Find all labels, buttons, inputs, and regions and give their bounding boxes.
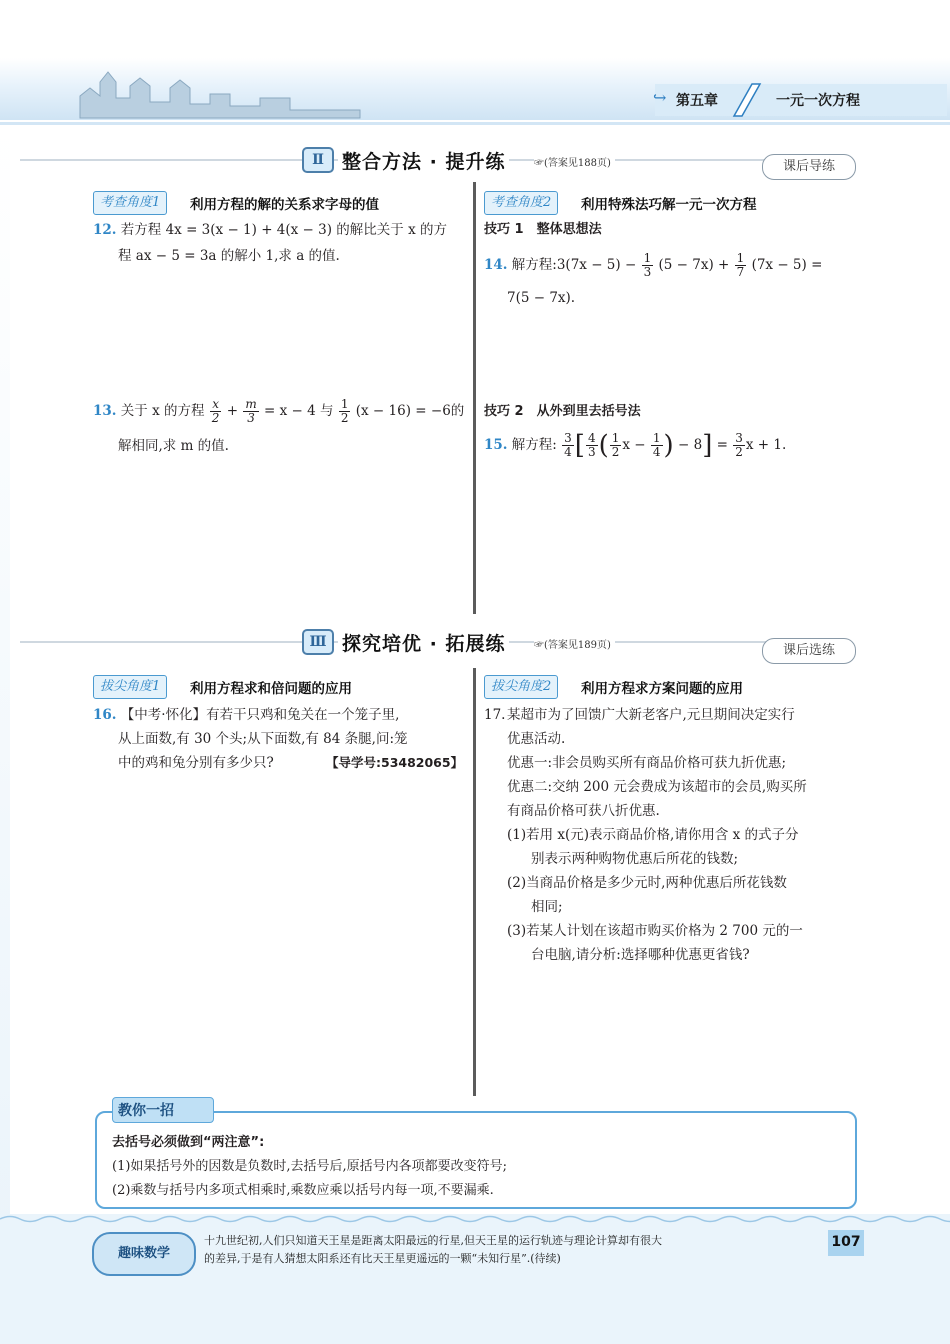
slash-divider-icon — [726, 82, 766, 118]
section-2-badge: 课后导练 — [762, 154, 856, 180]
tip-line: (1)如果括号外的因数是负数时,去括号后,原括号内各项都要改变符号; — [112, 1159, 508, 1174]
fraction: $\frac{1}{4}$ — [652, 431, 661, 459]
chapter-number: 第五章 — [676, 93, 718, 109]
question-text: 关于 x 的方程 — [120, 403, 205, 419]
question-12-line2: 程 ax − 5 = 3a 的解小 1,求 a 的值. — [118, 248, 340, 264]
tip-title: 教你一招 — [118, 1103, 174, 1119]
topic-tag: 拔尖角度1 — [93, 675, 167, 699]
question-text: 别表示两种购物优惠后所花的钱数; — [531, 851, 739, 867]
fraction: $\frac{3}{4}$ — [564, 431, 572, 459]
topic-tag: 考查角度1 — [93, 191, 167, 215]
section-3-banner — [0, 628, 950, 656]
question-text: 优惠活动. — [507, 731, 566, 747]
fraction: $\frac{4}{3}$ — [587, 431, 596, 459]
fraction: $\frac{1}{3}$ — [643, 251, 652, 279]
tip-line: (2)乘数与括号内多项式相乘时,乘数应乘以括号内每一项,不要漏乘. — [112, 1183, 494, 1198]
column-divider — [473, 668, 476, 1096]
page-number: 107 — [831, 1234, 861, 1250]
question-number: 16. — [93, 707, 117, 723]
section-3-answer-ref: ☞(答案见189页) — [534, 636, 615, 651]
skill-1-heading: 技巧 1 整体思想法 — [484, 222, 602, 237]
topic-heading: 利用方程求和倍问题的应用 — [190, 681, 352, 697]
question-text: 相同; — [531, 899, 563, 915]
header-rule — [0, 122, 950, 125]
question-text: (1)若用 x(元)表示商品价格,请你用含 x 的式子分 — [507, 827, 799, 843]
section-2-banner — [0, 146, 950, 174]
question-13-line2: 解相同,求 m 的值. — [118, 438, 229, 454]
topic-heading: 利用方程求方案问题的应用 — [581, 681, 743, 697]
question-number: 12. — [93, 222, 117, 238]
question-17 — [507, 703, 857, 967]
section-3-badge: 课后选练 — [762, 638, 856, 664]
castle-illustration — [60, 58, 400, 120]
topic-tag: 考查角度2 — [484, 191, 558, 215]
question-text: 若方程 4x = 3(x − 1) + 4(x − 3) 的解比关于 x 的方 — [120, 222, 448, 238]
section-2-title: 整合方法 · 提升练 — [338, 147, 509, 174]
question-text: (3)若某人计划在该超市购买价格为 2 700 元的一 — [507, 923, 803, 939]
fraction: $\frac{m}{3}$ — [245, 397, 257, 425]
fraction: $\frac{1}{2}$ — [611, 431, 620, 459]
question-14: 14. 解方程:3(7x − 5) − $\frac{1}{3}$ (5 − 7x) + $\frac{1}{7}$ (7x − 5) = — [484, 251, 823, 279]
skill-2-heading: 技巧 2 从外到里去括号法 — [484, 404, 641, 419]
fraction: $\frac{1}{2}$ — [340, 397, 349, 425]
column-divider — [473, 182, 476, 614]
chapter-title: 一元一次方程 — [776, 93, 860, 109]
topic-heading: 利用特殊法巧解一元一次方程 — [581, 197, 757, 213]
question-14-line2: 7(5 − 7x). — [507, 290, 576, 306]
section-3-title: 探究培优 · 拓展练 — [338, 629, 509, 656]
question-15: 15. 解方程: $\frac{3}{4}$ [ $\frac{4}{3}$ ( $\frac{1}{2}$ x − $\frac{1}{4}$ ) − 8] = $\frac{3}{2}$ x + 1. — [484, 430, 787, 461]
question-text: 有商品价格可获八折优惠. — [507, 803, 660, 819]
question-number: 17. — [484, 707, 506, 723]
question-text: 优惠一:非会员购买所有商品价格可获九折优惠; — [507, 755, 787, 771]
fraction: $\frac{1}{7}$ — [736, 251, 745, 279]
section-2-number: Ⅱ — [302, 147, 334, 173]
tip-line: 去括号必须做到“两注意”: — [112, 1135, 265, 1150]
wave-border-icon — [0, 1214, 950, 1224]
topic-tag: 拔尖角度2 — [484, 675, 558, 699]
question-text: 某超市为了回馈广大新老客户,元旦期间决定实行 — [507, 707, 795, 723]
question-16: 16. 【中考·怀化】有若干只鸡和兔关在一个笼子里, — [93, 707, 400, 723]
topic-heading: 利用方程的解的关系求字母的值 — [190, 197, 379, 213]
question-text: 优惠二:交纳 200 元会费成为该超市的会员,购买所 — [507, 779, 807, 795]
footer-text: 十九世纪初,人们只知道天王星是距离太阳最远的行星,但天王星的运行轨迹与理论计算却有很大 — [204, 1234, 662, 1247]
fraction: $\frac{3}{2}$ — [735, 431, 743, 459]
study-code: 【导学号:53482065】 — [326, 755, 464, 770]
left-margin-strip — [0, 125, 10, 1344]
question-number: 15. — [484, 437, 508, 453]
footer-text: 的差异,于是有人猜想太阳系还有比天王星更遥远的一颗“未知行星”.(待续) — [204, 1252, 561, 1265]
section-2-answer-ref: ☞(答案见188页) — [534, 154, 615, 169]
question-number: 13. — [93, 403, 117, 419]
question-12 — [93, 218, 469, 242]
question-number: 14. — [484, 257, 508, 273]
question-13: 13. 关于 x 的方程 $\frac{x}{2}$ + $\frac{m}{3}$ = x − 4 与 $\frac{1}{2}$ (x − 16) = −6的 — [93, 397, 465, 425]
arrow-icon: ↪ — [653, 88, 667, 107]
question-16-line3: 中的鸡和兔分别有多少只? — [118, 755, 274, 771]
fraction: $\frac{x}{2}$ — [211, 397, 220, 425]
section-3-number: Ⅲ — [302, 629, 334, 655]
question-text: 台电脑,请分析:选择哪种优惠更省钱? — [531, 947, 750, 963]
question-16-line2: 从上面数,有 30 个头;从下面数,有 84 条腿,问:笼 — [118, 731, 408, 747]
fun-math-logo: 趣味数学 — [92, 1232, 196, 1276]
question-text: (2)当商品价格是多少元时,两种优惠后所花钱数 — [507, 875, 787, 891]
